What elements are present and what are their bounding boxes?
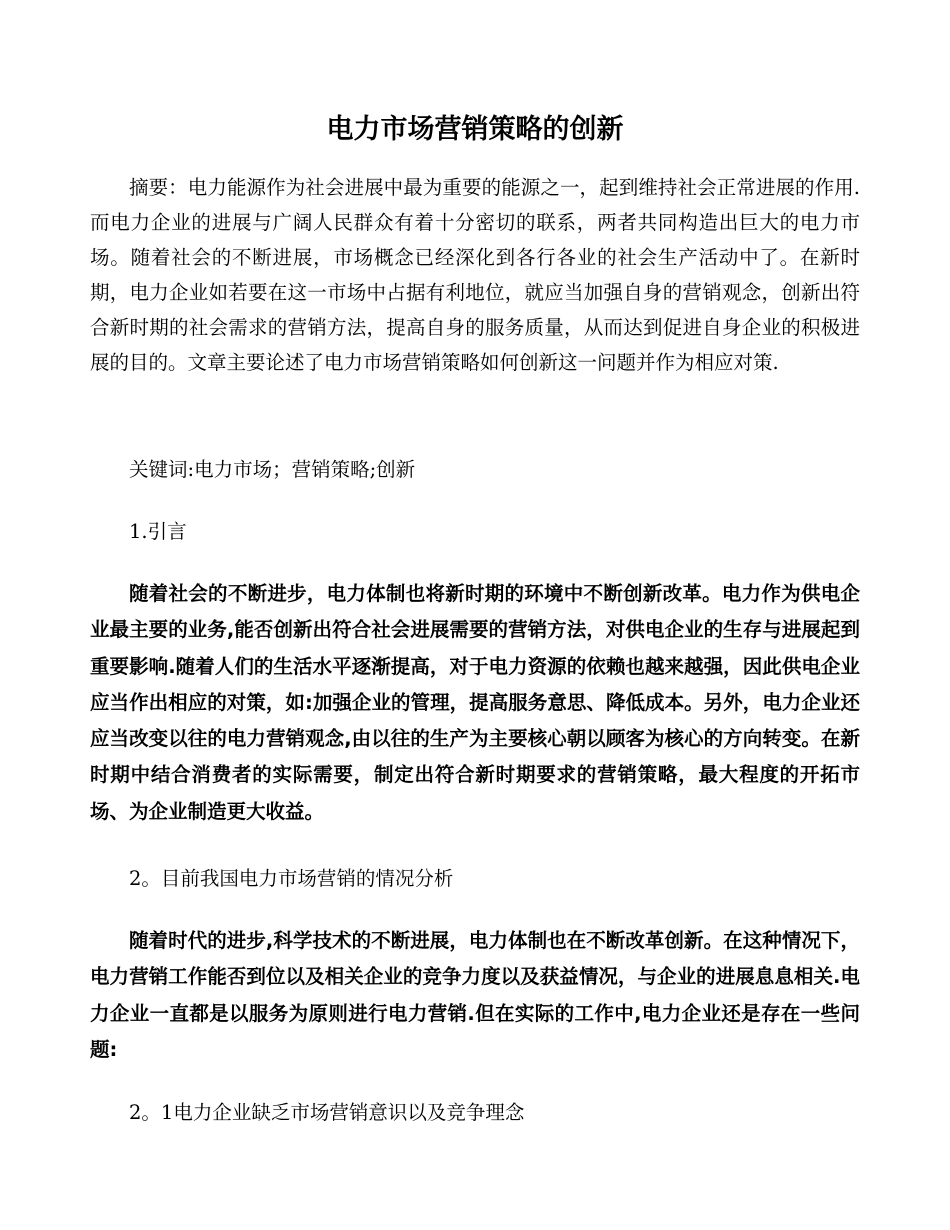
abstract-paragraph: 摘要：电力能源作为社会进展中最为重要的能源之一，起到维持社会正常进展的作用.而电力企业的进展与广阔人民群众有着十分密切的联系，两者共同构造出巨大的电力市场。随着社会的不断进展，市场概念已经深化到各行各业的社会生产活动中了。在新时期，电力企业如若要在这一市场中占据有利地位，就应当加强自身的营销观念，创新出符合新时期的社会需求的营销方法，提高自身的服务质量，从而达到促进自身企业的积极进展的目的。文章主要论述了电力市场营销策略如何创新这一问题并作为相应对策. bbox=[90, 176, 860, 374]
section-2-body: 随着时代的进步,科学技术的不断进展，电力体制也在不断改革创新。在这种情况下，电力营销工作能否到位以及相关企业的竞争力度以及获益情况，与企业的进展息息相关.电力企业一直都是以服务为原则进行电力营销.但在实际的工作中,电力企业还是存在一些问题: bbox=[90, 929, 860, 1061]
section-1-body: 随着社会的不断进步，电力体制也将新时期的环境中不断创新改革。电力作为供电企业最主要的业务,能否创新出符合社会进展需要的营销方法，对供电企业的生存与进展起到重要影响.随着人们的生活水平逐渐提高，对于电力资源的依赖也越来越强，因此供电企业应当作出相应的对策，如:加强企业的管理，提高服务意思、降低成本。另外，电力企业还应当改变以往的电力营销观念,由以往的生产为主要核心朝以顾客为核心的方向转变。在新时期中结合消费者的实际需要，制定出符合新时期要求的营销策略，最大程度的开拓市场、为企业制造更大收益。 bbox=[90, 582, 860, 823]
section-2-1-heading: 2。1电力企业缺乏市场营销意识以及竞争理念 bbox=[129, 1101, 525, 1124]
section-1-heading: 1.引言 bbox=[129, 520, 187, 543]
section-2-heading: 2。目前我国电力市场营销的情况分析 bbox=[129, 867, 454, 890]
document-title: 电力市场营销策略的创新 bbox=[326, 114, 624, 145]
keywords-line: 关键词:电力市场；营销策略;创新 bbox=[129, 458, 416, 481]
